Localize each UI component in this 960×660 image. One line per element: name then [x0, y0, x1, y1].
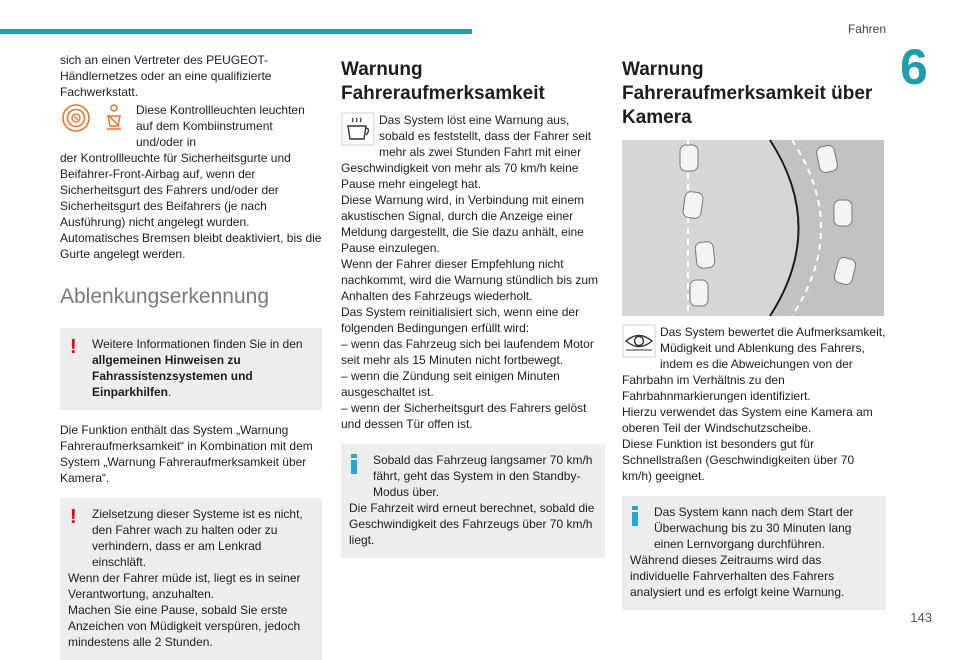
seatbelt-warning-icon [60, 102, 92, 134]
lead-block-camera [622, 324, 886, 404]
para4: Das System reinitialisiert sich, wenn eine der folgenden Bedingungen erfüllt wird: [341, 305, 580, 335]
warning-lamps-row [60, 102, 322, 150]
camera-para2: Hierzu verwendet das System eine Kamera am oberen Teil der Windschutzscheibe. [622, 405, 873, 435]
warning-exclamation-icon: ! [70, 506, 77, 528]
section-heading-ablenkung: Ablenkungserkennung [60, 285, 269, 308]
passenger-airbag-icon [98, 102, 130, 134]
info-icon [632, 506, 654, 528]
chapter-number: 6 [900, 39, 928, 95]
notice2-line-2: Machen Sie eine Pause, sobald Sie erste Anzeichen von Müdigkeit verspüren, jedoch mindestens alle 2 Stunden. [68, 603, 301, 649]
column-middle [341, 58, 605, 558]
info-notice-col3 [622, 496, 886, 610]
condition-2: – wenn der Sicherheitsgurt des Fahrers gelöst und dessen Tür offen ist. [341, 401, 587, 431]
warning-lamps-text-b: der Kontrollleuchte für Sicherheitsgurte und Beifahrer-Front-Airbag auf, wenn der Sicherheitsgurt des Fahrers und/oder der Sicherheitsgurt des Beifahrers (je nach Ausführung) nicht angelegt wurden. Automatisches Bremsen bleibt deaktiviert, bis die Gurte angelegt werden. [60, 151, 322, 261]
body-text: Die Funktion enthält das System „Warnung Fahreraufmerksamkeit“ in Kombination mit dem System „Warnung Fahreraufmerksamkeit über Kamera“. [60, 423, 313, 485]
info2-line-0: Sobald das Fahrzeug langsamer 70 km/h fährt, geht das System in den Standby-Modus über. [373, 453, 593, 499]
chapter-accent-bar [0, 29, 472, 34]
para3: Wenn der Fahrer dieser Empfehlung nicht nachkommt, wird die Warnung stündlich bis zum Anhalten des Fahrzeugs wiederholt. [341, 257, 598, 303]
info-notice-col2 [341, 444, 605, 558]
warning-lamps-text-a: Diese Kontrollleuchten leuchten auf dem Kombiinstrument und/oder in [136, 103, 305, 149]
warning-notice-1 [60, 328, 322, 410]
coffee-cup-icon [341, 112, 375, 150]
info2-line-1: Die Fahrzeit wird erneut berechnet, sobald die Geschwindigkeit des Fahrzeugs über 70 km/h liegt. [349, 501, 595, 547]
info3-line-1: Während dieses Zeitraums wird das individuelle Fahrverhalten des Fahrers analysiert und es erfolgt keine Warnung. [630, 553, 845, 599]
column-left [60, 52, 322, 660]
chapter-label: Fahren [847, 22, 886, 36]
info3-line-0: Das System kann nach dem Start der Überwachung bis zu 30 Minuten lang einen Lernvorgang durchführen. [654, 505, 854, 551]
lead-text: Das System löst eine Warnung aus, sobald es feststellt, dass der Fahrer seit mehr als zwei Stunden Fahrt mit einer Geschwindigkeit von mehr als 70 km/h keine Pause mehr eingelegt hat. [341, 113, 592, 191]
notice2-line-0: Zielsetzung dieser Systeme ist es nicht, den Fahrer wach zu halten oder zu verhindern, dass er am Lenkrad einschläft. [92, 507, 303, 569]
notice2-line-1: Wenn der Fahrer müde ist, liegt es in seiner Verantwortung, anzuhalten. [68, 571, 301, 601]
notice1-bold: allgemeinen Hinweisen zu Fahrassistenzsystemen und Einparkhilfen [92, 353, 253, 399]
heading-warnung-fahreraufmerksamkeit: Warnung Fahreraufmerksamkeit [341, 59, 545, 104]
camera-para3: Diese Funktion ist besonders gut für Schnellstraßen (Geschwindigkeiten über 70 km/h) geeignet. [622, 437, 855, 483]
info-icon [351, 454, 373, 476]
warning-exclamation-icon: ! [70, 336, 77, 358]
notice1-end: . [168, 385, 172, 399]
heading-warnung-kamera: Warnung Fahreraufmerksamkeit über Kamera [622, 59, 873, 128]
para2: Diese Warnung wird, in Verbindung mit einem akustischen Signal, durch die Anzeige einer Meldung dargestellt, die Sie dazu anhält, eine Pause einzulegen. [341, 193, 585, 255]
notice1-text: Weitere Informationen finden Sie in den [92, 337, 303, 351]
lead-block [341, 112, 605, 192]
camera-lead-text: Das System bewertet die Aufmerksamkeit, Müdigkeit und Ablenkung des Fahrers, indem es die Abweichungen von der Fahrbahn im Verhältnis zu den Fahrbahnmarkierungen identifiziert. [622, 325, 886, 403]
eye-camera-icon [622, 324, 656, 362]
condition-1: – wenn die Zündung seit einigen Minuten ausgeschaltet ist. [341, 369, 560, 399]
column-right [622, 58, 886, 610]
page-number: 143 [910, 610, 932, 625]
condition-0: – wenn das Fahrzeug sich bei laufendem Motor seit mehr als 15 Minuten nicht fortbewegt. [341, 337, 594, 367]
intro-text: sich an einen Vertreter des PEUGEOT-Händlernetzes oder an eine qualifizierte Fachwerkstatt. [60, 53, 272, 99]
warning-notice-2 [60, 498, 322, 660]
lane-illustration [622, 140, 884, 316]
